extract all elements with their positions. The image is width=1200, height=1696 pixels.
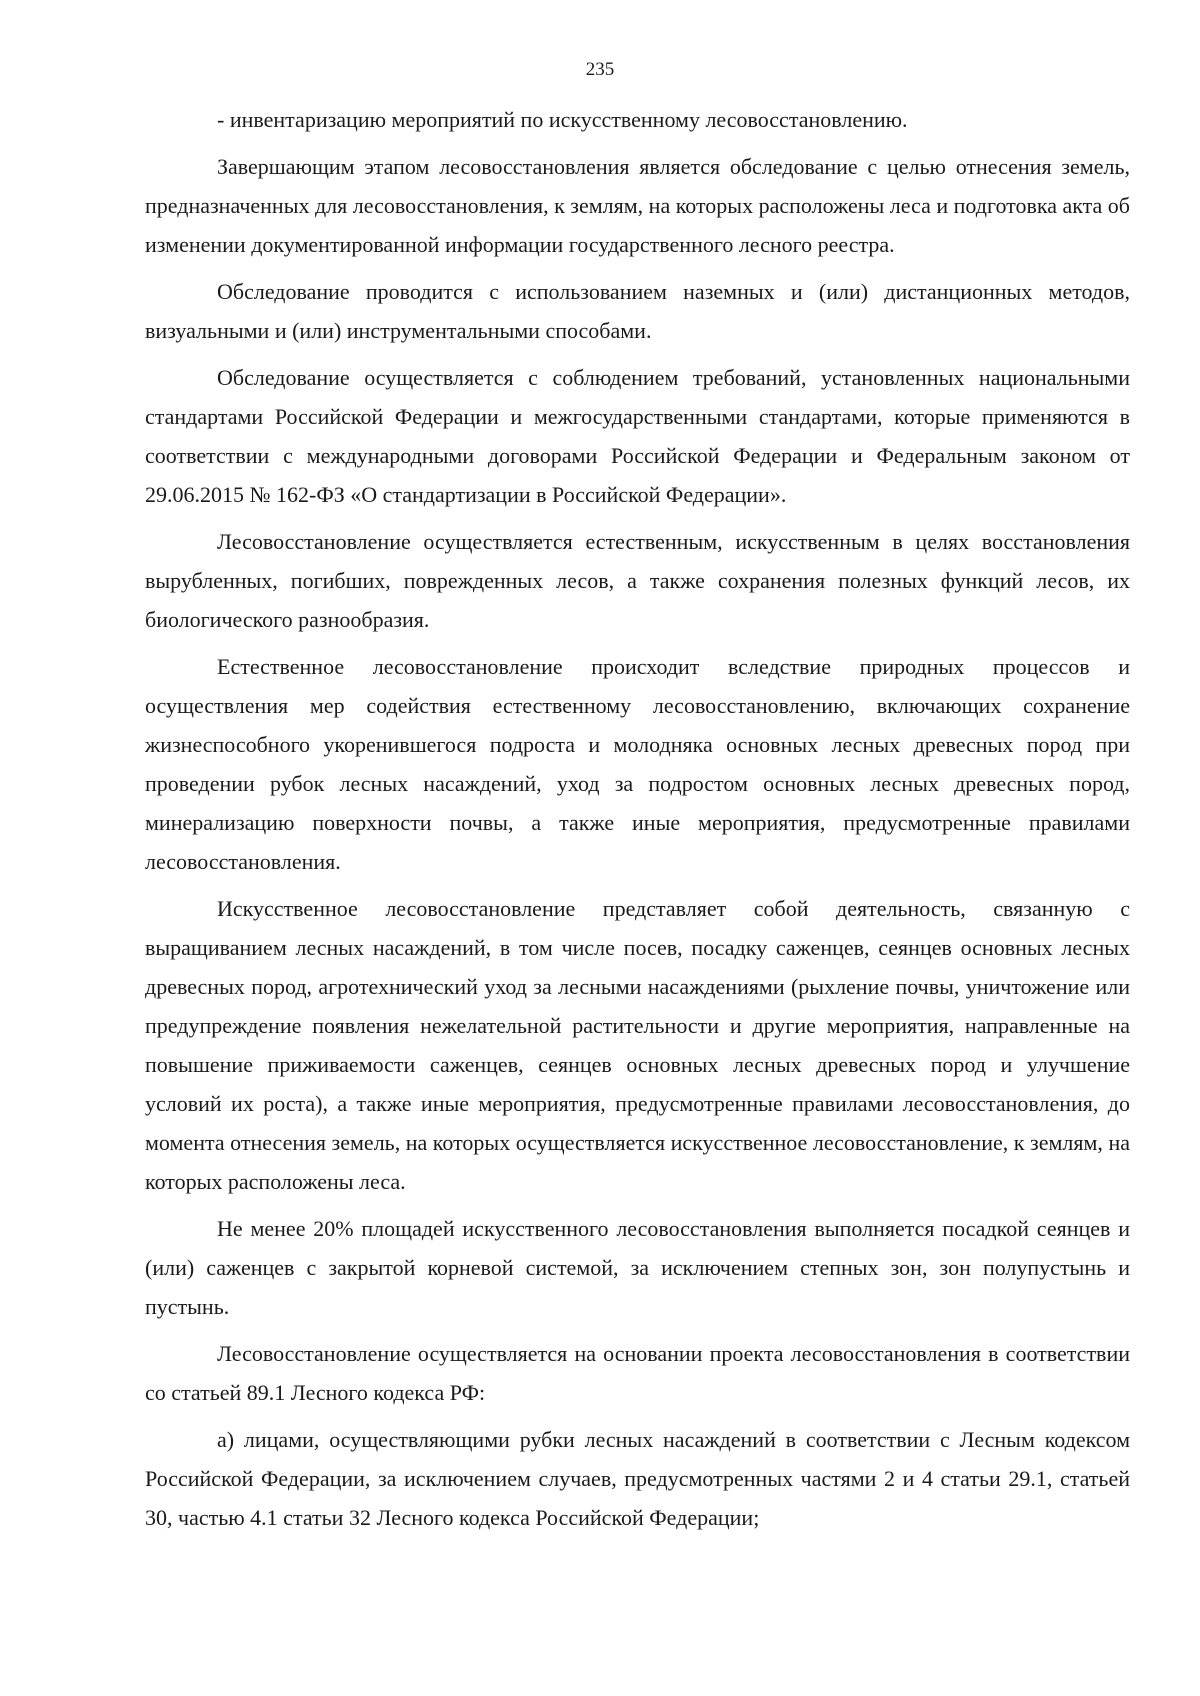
paragraph-item-a: а) лицами, осуществляющими рубки лесных насаждений в соответствии с Лесным кодексом Российской Федерации, за исключением случаев, предусмотренных частями 2 и 4 статьи 29.1, статьей 30, частью 4.1 статьи 32 Лесного кодекса Российской Федерации; [145, 1427, 1130, 1530]
paragraph-reforestation-project: Лесовосстановление осуществляется на основании проекта лесовосстановления в соответствии со статьей 89.1 Лесного кодекса РФ: [145, 1341, 1130, 1405]
paragraph-artificial-reforestation: Искусственное лесовосстановление представляет собой деятельность, связанную с выращиванием лесных насаждений, в том числе посев, посадку саженцев, сеянцев основных лесных древесных пород, агротехнический уход за лесными насаждениями (рыхление почвы, уничтожение или предупреждение появления нежелательной растительности и другие мероприятия, направленные на повышение приживаемости саженцев, сеянцев основных лесных древесных пород и улучшение условий их роста), а также иные мероприятия, предусмотренные правилами лесовосстановления, до момента отнесения земель, на которых осуществляется искусственное лесовосстановление, к землям, на которых расположены леса. [145, 896, 1130, 1194]
paragraph-survey-standards: Обследование осуществляется с соблюдением требований, установленных национальными стандартами Российской Федерации и межгосударственными стандартами, которые применяются в соответствии с международными договорами Российской Федерации и Федеральным законом от 29.06.2015 № 162-ФЗ «О стандартизации в Российской Федерации». [145, 365, 1130, 507]
page-number: 235 [585, 59, 615, 80]
paragraph-survey-methods: Обследование проводится с использованием наземных и (или) дистанционных методов, визуальными и (или) инструментальными способами. [145, 279, 1130, 343]
paragraph-inventory: - инвентаризацию мероприятий по искусственному лесовосстановлению. [217, 107, 908, 132]
paragraph-final-stage: Завершающим этапом лесовосстановления является обследование с целью отнесения земель, предназначенных для лесовосстановления, к землям, на которых расположены леса и подготовка акта об изменении документированной информации государственного лесного реестра. [145, 154, 1130, 257]
paragraph-closed-root-share: Не менее 20% площадей искусственного лесовосстановления выполняется посадкой сеянцев и (или) саженцев с закрытой корневой системой, за исключением степных зон, зон полупустынь и пустынь. [145, 1216, 1130, 1319]
paragraph-natural-reforestation: Естественное лесовосстановление происходит вследствие природных процессов и осуществления мер содействия естественному лесовосстановлению, включающих сохранение жизнеспособного укоренившегося подроста и молодняка основных лесных древесных пород при проведении рубок лесных насаждений, уход за подростом основных лесных древесных пород, минерализацию поверхности почвы, а также иные мероприятия, предусмотренные правилами лесовосстановления. [145, 654, 1130, 874]
document-body [145, 100, 1130, 1545]
paragraph-reforestation-goals: Лесовосстановление осуществляется естественным, искусственным в целях восстановления вырубленных, погибших, поврежденных лесов, а также сохранения полезных функций лесов, их биологического разнообразия. [145, 529, 1130, 632]
